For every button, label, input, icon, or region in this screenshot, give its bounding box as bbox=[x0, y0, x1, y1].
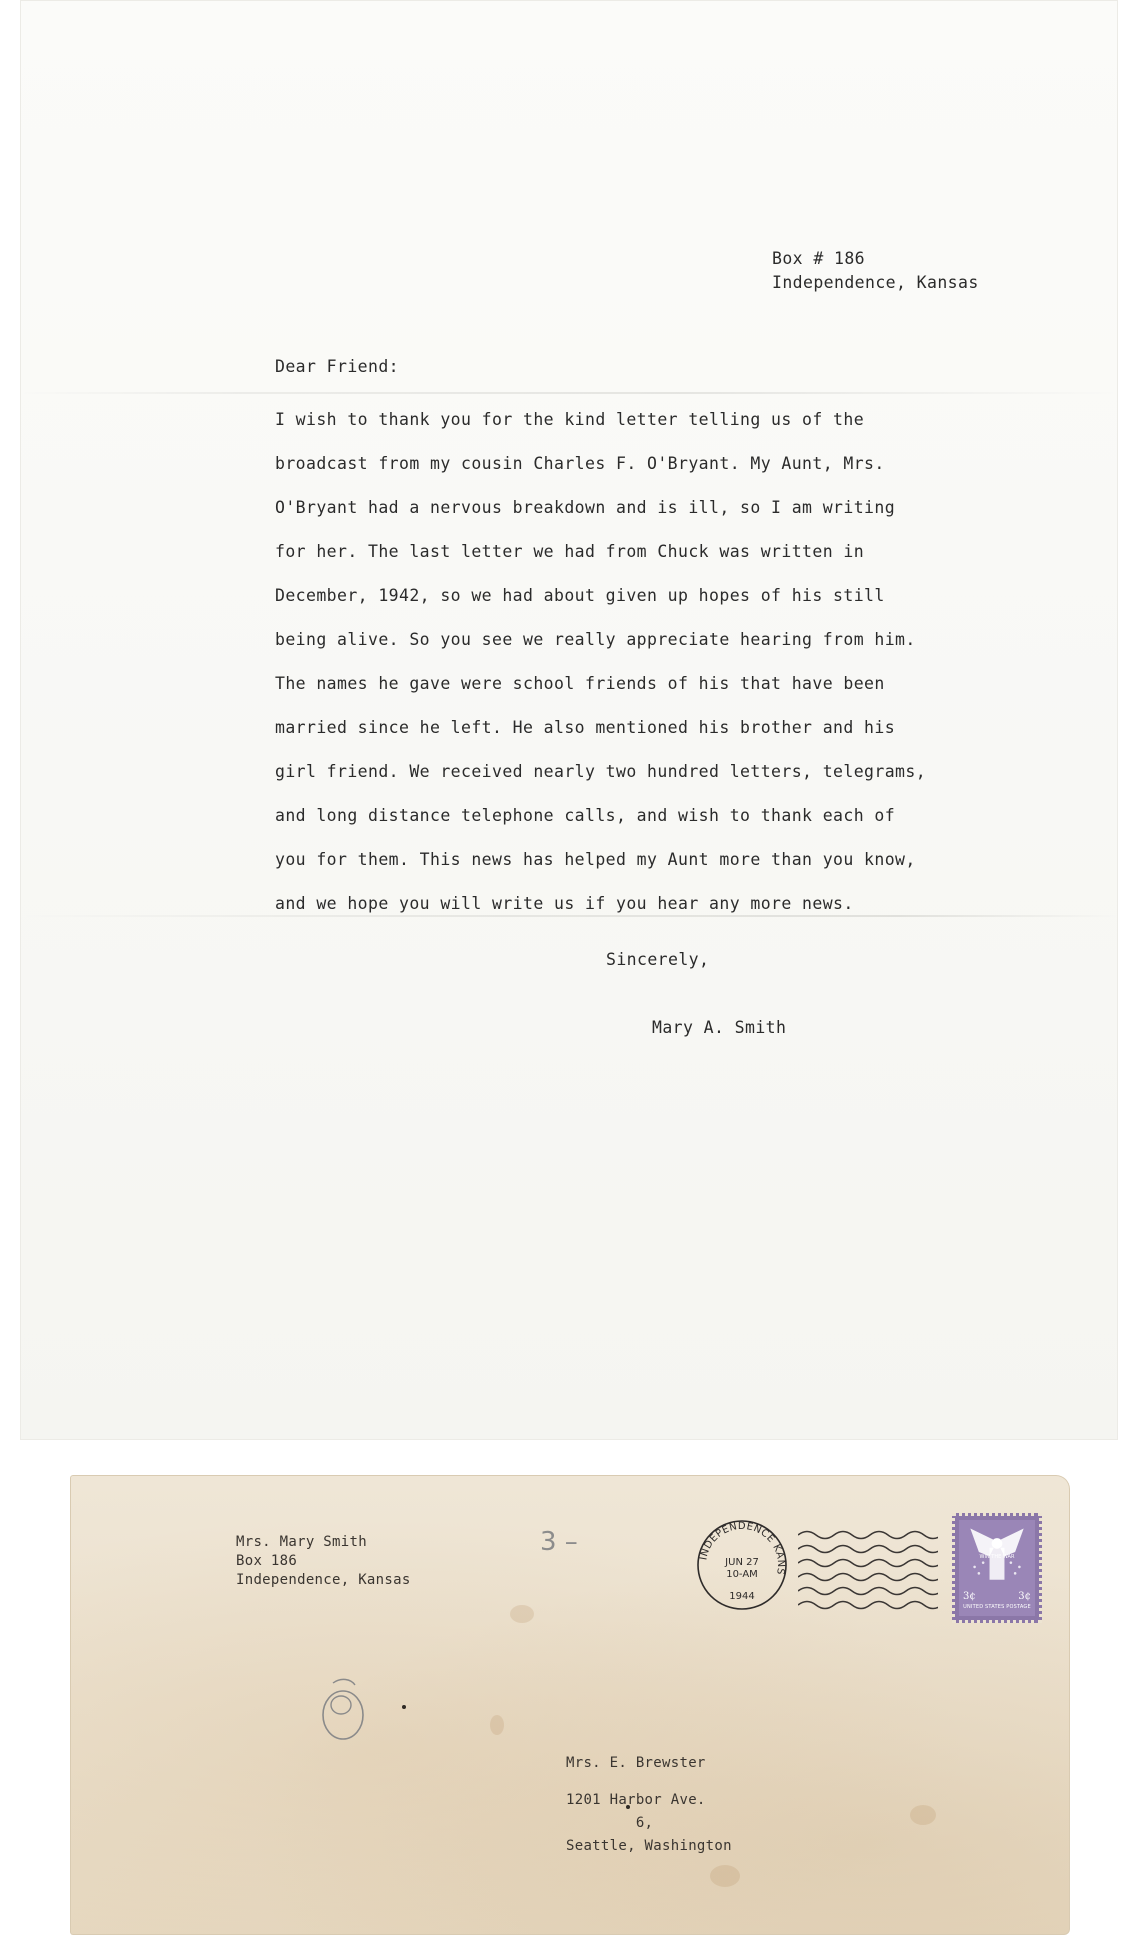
return-address-line: Box # 186 bbox=[772, 249, 866, 268]
letter-return-address bbox=[772, 247, 979, 295]
letter-sheet bbox=[20, 0, 1118, 1440]
body-line: broadcast from my cousin Charles F. O'Bryant. My Aunt, Mrs. bbox=[275, 454, 885, 473]
stamp-value: 3¢ bbox=[1018, 1591, 1031, 1602]
body-line: O'Bryant had a nervous breakdown and is ill, so I am writing bbox=[275, 498, 896, 517]
return-address-line: Independence, Kansas bbox=[236, 1572, 411, 1588]
postmark bbox=[692, 1515, 792, 1615]
body-line: and long distance telephone calls, and wish to thank each of bbox=[275, 806, 896, 825]
body-line: The names he gave were school friends of his that have been bbox=[275, 674, 885, 693]
stamp-bottom-text: UNITED STATES POSTAGE bbox=[963, 1604, 1031, 1610]
letter-signature: Mary A. Smith bbox=[652, 1018, 787, 1037]
recipient-line bbox=[566, 1775, 732, 1789]
postmark-year: 1944 bbox=[729, 1591, 755, 1602]
body-line: for her. The last letter we had from Chuck was written in bbox=[275, 542, 865, 561]
ink-speck bbox=[402, 1705, 406, 1709]
letter-greeting: Dear Friend: bbox=[275, 357, 400, 376]
body-line: being alive. So you see we really appreciate hearing from him. bbox=[275, 630, 916, 649]
body-line: girl friend. We received nearly two hundred letters, telegrams, bbox=[275, 762, 927, 781]
body-line: married since he left. He also mentioned his brother and his bbox=[275, 718, 896, 737]
envelope bbox=[70, 1475, 1070, 1935]
paper-stain bbox=[710, 1865, 740, 1887]
postmark-time: 10-AM bbox=[726, 1569, 758, 1580]
envelope-return-address bbox=[236, 1533, 411, 1590]
pencil-note: 3 – bbox=[540, 1527, 578, 1557]
envelope-recipient-address bbox=[566, 1752, 732, 1858]
stamp-top-text: WIN THE WAR bbox=[979, 1554, 1015, 1560]
stamp-value: 3¢ bbox=[963, 1591, 976, 1602]
postmark-date: JUN 27 bbox=[725, 1557, 759, 1568]
postage-stamp bbox=[952, 1513, 1042, 1623]
body-line: you for them. This news has helped my Aunt more than you know, bbox=[275, 850, 916, 869]
return-address-line: Independence, Kansas bbox=[772, 273, 979, 292]
postmark-ring-text: INDEPENDENCE KANS bbox=[698, 1520, 787, 1576]
paper-fold bbox=[20, 392, 1118, 394]
body-line: December, 1942, so we had about given up hopes of his still bbox=[275, 586, 885, 605]
body-line: I wish to thank you for the kind letter telling us of the bbox=[275, 410, 865, 429]
recipient-line: 6, bbox=[566, 1815, 654, 1831]
recipient-line: Mrs. E. Brewster bbox=[566, 1755, 706, 1771]
stamp-face bbox=[959, 1520, 1035, 1616]
letter-body bbox=[275, 398, 1035, 926]
cancellation-wavy-lines bbox=[798, 1525, 938, 1615]
paper-stain bbox=[910, 1805, 936, 1825]
letter-closing: Sincerely, bbox=[606, 950, 710, 969]
pencil-doodle bbox=[315, 1675, 375, 1745]
paper-stain bbox=[510, 1605, 534, 1623]
return-address-line: Box 186 bbox=[236, 1553, 298, 1569]
paper-stain bbox=[490, 1715, 504, 1735]
body-line: and we hope you will write us if you hear any more news. bbox=[275, 894, 854, 913]
recipient-line: Seattle, Washington bbox=[566, 1838, 732, 1854]
return-address-line: Mrs. Mary Smith bbox=[236, 1534, 367, 1550]
recipient-line: 1201 Harbor Ave. bbox=[566, 1792, 706, 1808]
